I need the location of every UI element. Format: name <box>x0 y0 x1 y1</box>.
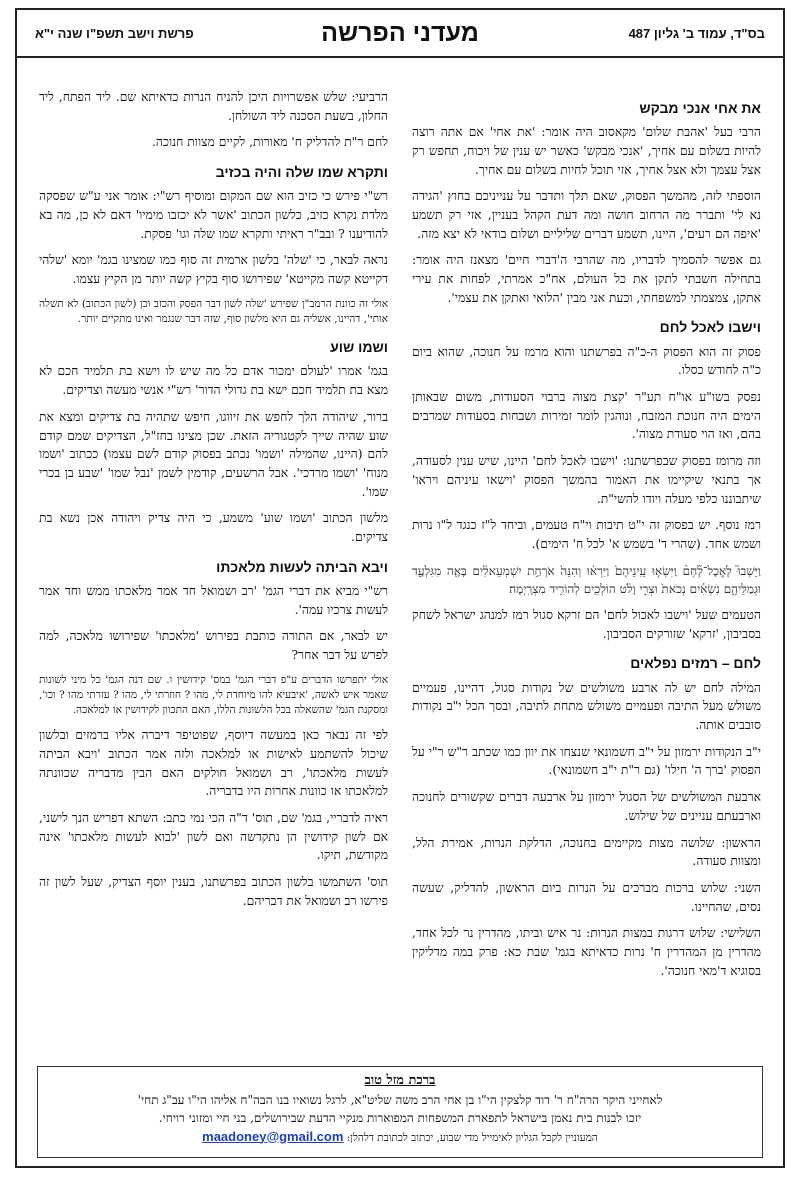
footnote-paragraph: אולי זה כוונת הרמב"ן שפירש 'שלה לשון דבר הפסק והכזב וכן (לשון הכתוב) לא תשלה אותי', דהיינו, אשליה גם היא מלשון סוף, שזה דבר שנגמר ואינו מתקיים יותר. <box>39 297 388 325</box>
body-paragraph: הרבי בעל 'אהבת שלום' מקאסוב היה אומר: 'את אחי' אם אתה רוצה להיות בשלום עם אחיך, 'אנכי מבקש' כאשר יש ענין של ויכוח, תחפש רק אצל עצמך ולא אצל אחיך, אזי תוכל לחיות בשלום עם אחיך. <box>412 125 761 177</box>
body-paragraph: הטעמים שעל 'וישבו לאכול לחם' הם זרקא סגול רמז למנהג ישראל לשחק בסביבון, 'זרקא' שזורקים הסביבון. <box>412 608 761 641</box>
body-paragraph: המילה לחם יש לה ארבע משולשים של נקודות סגול, דהיינו, פעמיים משולש מעל התיבה ופעמיים משולש מתחת לתיבה, ובסך הכל י"ב נקודות סובבים אותה. <box>412 680 761 733</box>
body-paragraph: רש"י פירש כי כזיב הוא שם המקום ומוסיף רש"י: אומר אני ע"ש שפסקה מלדת נקרא כזיב, כלשון הכתוב 'אשר לא יכזבו מימיו' דאם לא כן, מה בא להודיענו ? ובב"ר ראיתי ותקרא שמו שלה וגו' פסקת. <box>39 189 388 241</box>
email-link[interactable]: maadoney@gmail.com <box>202 1128 344 1144</box>
body-paragraph: פסוק זה הוא הפסוק ה-כ"ה בפרשתנו והוא מרמז על חנוכה, שהוא ביום כ"ה לחודש כסלו. <box>412 344 761 378</box>
body-paragraph: ברור, שיהודה הלך לחפש את זיווגו, חיפש שתהיה בת צדיקים ומצא את שוע שהיה שייך לקטגוריה הזאת. שכן מצינו בחז"ל, הצדיקים שמם קודם להם (היינו, שהמילה 'ושמו' נכתב בפסוק קודם לשם עצמו) ככתוב 'ושמו מנוח' 'ושמו מרדכי'. אבל הרשעים, קודמין לשמן 'נבל שמו' 'שבע בן בכרי שמו'. <box>39 409 388 499</box>
body-paragraph: בגמ' אמרו 'לעולם ימכור אדם כל מה שיש לו וישא בת תלמיד חכם לא מצא בת תלמיד חכם ישא בת גדולי הדור' רש"י אנשי מעשה וצדיקים. <box>39 364 388 398</box>
section-heading: ויבא הביתה לעשות מלאכתו <box>216 558 388 575</box>
section-heading: לחם – רמזים נפלאים <box>630 655 761 672</box>
body-paragraph: השלישי: שלוש דרגות במצות הנרות: נר איש וביתו, מהדרין נר לכל אחד, מהדרין מן המהדרין ח' נרות כדאיתא בגמ' שבת כא: פרק במה מדליקין בסוגיא ד'מאי חנוכה'. <box>412 926 761 978</box>
footer-box <box>37 1066 763 1158</box>
body-paragraph: ארבעת המשולשים של הסגול ירמזון על ארבעה דברים שקשורים לחנוכה וארבעתם עניינים של שילוש. <box>412 790 761 823</box>
body-paragraph: וזה מרומז בפסוק שבפרשתנו: 'וישבו לאכל לחם' היינו, שיש ענין לסעודה, אך בתנאי שיקיימו את האמור בהמשך הפסוק 'וישאו עיניהם ויראו' שיתבוננו כלפי מעלה ויודו להשי"ת. <box>412 454 761 506</box>
body-paragraph: נפסק בשו"ע או"ח תע"ר 'קצת מצוה ברבוי הסעודות, משום שבאותן הימים היה חנוכת המזבח, ונוהגין לומר זמירות ושבחות בסעודות שמרבים בהם, ואז הוי סעודת מצוה'. <box>412 390 761 442</box>
body-paragraph: נראה לבאר, כי 'שלה' בלשון ארמית זה סוף כמו שמצינו בגמ' יומא 'שלהי דקייטא קשה מקייטא' שפירושו סוף בקיץ קשה יותר מן הקיץ עצמו. <box>39 253 388 287</box>
body-paragraph: לחם ר"ת להדליק ח' מאורות, לקיים מצוות חנוכה. <box>151 135 388 150</box>
left-column <box>39 88 388 956</box>
issue-info: בס"ד, עמוד ב' גליון 487 <box>628 25 765 41</box>
footer-subscribe-note <box>38 1127 762 1147</box>
right-column <box>412 88 761 978</box>
page-header <box>17 10 783 58</box>
section-heading: וישבו לאכל לחם <box>659 319 761 336</box>
footer-title: ברכת מזל טוב <box>364 1073 436 1088</box>
subscribe-text: המעוניין לקבל הגליון לאימייל מדי שבוע, יכתוב לכתובת דלהלן: <box>346 1131 598 1144</box>
body-paragraph: הוספתי לזה, מהמשך הפסוק, שאם תלך ותדבר על ענייניכם בחוץ 'הגידה נא לי' ותברר מה הרחוב חושה ומה דעת הקהל בעניין, אזי רק תשמע 'איפה הם רעים', היינו, תשמע דברים שליליים ושלום בודאי לא יצא מזה. <box>412 189 761 241</box>
newsletter-page <box>15 8 785 1168</box>
section-heading: את אחי אנכי מבקש <box>639 100 761 116</box>
body-paragraph: יש לבאר, אם התורה כותבת בפירוש 'מלאכתו' שפירושו מלאכה, למה לפרש על דבר אחר? <box>39 629 388 662</box>
body-paragraph: השני: שלוש ברכות מברכים על הנרות ביום הראשון, להדליק, שעשה נסים, שהחיינו. <box>412 880 761 914</box>
section-heading: ושמו שוע <box>330 339 388 356</box>
body-paragraph: הראשון: שלושה מצות מקיימים בחנוכה, הדלקת הנרות, אמירת הלל, ומצוות סעודה. <box>412 835 761 869</box>
body-paragraph: לפי זה נבאר כאן במעשה דיוסף, שפוטיפר דיברה אליו ברמזים ובלשון שיכול להשתמע לאישות או למלאכה ולזה אמר הכתוב 'ויבא הביתה לעשות מלאכתו', רב ושמואל חולקים האם הבין מדבריה שכוונתה למלאכתו או כוונות אחרות היו בדבריה. <box>39 728 388 799</box>
body-paragraph: י"ב הנקודות ירמזון על י"ב חשמונאי שנצחו את יוון כמו שכתב ר"ש ר"י על הפסוק 'ברך ה' חילו' (גם ר"ת י"ב חשמונאי). <box>412 744 761 778</box>
body-paragraph: רמז נוסף. יש בפסוק זה י"ט תיבות וי"ח טעמים, וביחד ל"ז כנגד ל"ו נרות ושמש אחד. (שהרי ד' בשמש א' לכל ח' הימים). <box>412 518 761 551</box>
body-paragraph: רש"י מביא את דברי הגמ' 'רב ושמואל חד אמר מלאכתו ממש וחד אמר לעשות צרכיו עמה'. <box>39 583 388 617</box>
footnote-paragraph: אולי יתפרשו הדברים ע"פ דברי הגמ' במס' קידושין ו. שם דנה הגמ' כל מיני לשונות שאמר איש לאשה, 'איבעיא להו מיוחדת לי, מהו ? חוזרתי לי, מהו ? עזרתי מהו ? וכו', ומסקנת הגמ' שהשאלה בכל הלשונות הללו, האם התכוון לקידושין או למלאכה. <box>39 673 388 717</box>
body-paragraph: הרביעי: שלש אפשרויות היכן להניח הנרות כדאיתא שם. ליד הפתח, ליד החלון, בשעת הסכנה ליד השולחן. <box>39 90 388 123</box>
body-paragraph: ראיה לדבריי, בגמ' שם, תוס' ד"ה הכי נמי כתב: השתא דפריש הנך לישני, אם לשון קידושין הן נתקדשה ואם לשון 'לבוא לעשות מלאכתו' אינה מקודשת, תיקו. <box>39 811 388 863</box>
body-paragraph: גם אפשר להסמיך לדבריו, מה שהרבי ה'דברי חיים' מצאנז היה אומר: בתחילה חשבתי לתקן את כל העולם, אח"כ אמרתי, לפחות את עירי אתקן, צמצמתי למשפחתי, וכעת אני מבין 'הלואי ואתקן את עצמי'. <box>412 253 761 305</box>
content-columns <box>17 58 783 978</box>
footer-blessing: לאחייני היקר הרה"ח ר' דוד קלצקין הי"ו בן אחי הרב משה שליט"א, לרגל נשואיו בנו הבה"ח אליהו הי"ו עב"ג תחי' <box>137 1092 663 1107</box>
parsha-info: פרשת וישב תשפ"ו שנה י"א <box>35 25 194 41</box>
footer-wish: יזכו לבנות בית נאמן בישראל לתפארת המשפחות המפוארות מנקיי הדעת שבירושלים, בני חיי ומזוני רויחי. <box>158 1110 642 1125</box>
verse-quote: וַיֵּשְׁבוּ֮ לֶאֱכָל־לֶ֒חֶם֒ וַיִּשְׂא֤וּ עֵֽינֵיהֶם֙ וַיִּרְא֔וּ וְהִנֵּה֙ אֹרְחַ֣ת יִשְׁמְעֵאלִ֔ים בָּאָ֖ה מִגִּלְעָ֑ד וּגְמַלֵּיהֶ֣ם נֹֽשְׂאִ֗ים נְכֹאת֙ וּצְרִ֣י וָלֹ֔ט הוֹלְכִ֖ים לְהוֹרִ֥יד מִצְרָֽיְמָה׃ <box>412 563 761 596</box>
newsletter-title: מעדני הפרשה <box>321 18 479 47</box>
body-paragraph: מלשון הכתוב 'ושמו שוע' משמע, כי היה צדיק ויהודה אכן נשא בת צדיקים. <box>39 511 388 544</box>
section-heading: ותקרא שמו שלה והיה בכזיב <box>215 164 388 181</box>
body-paragraph: תוס' השתמשו בלשון הכתוב בפרשתנו, בענין יוסף הצדיק, שעל לשון זה פירשו רב ושמואל את דבריהם. <box>39 875 388 908</box>
